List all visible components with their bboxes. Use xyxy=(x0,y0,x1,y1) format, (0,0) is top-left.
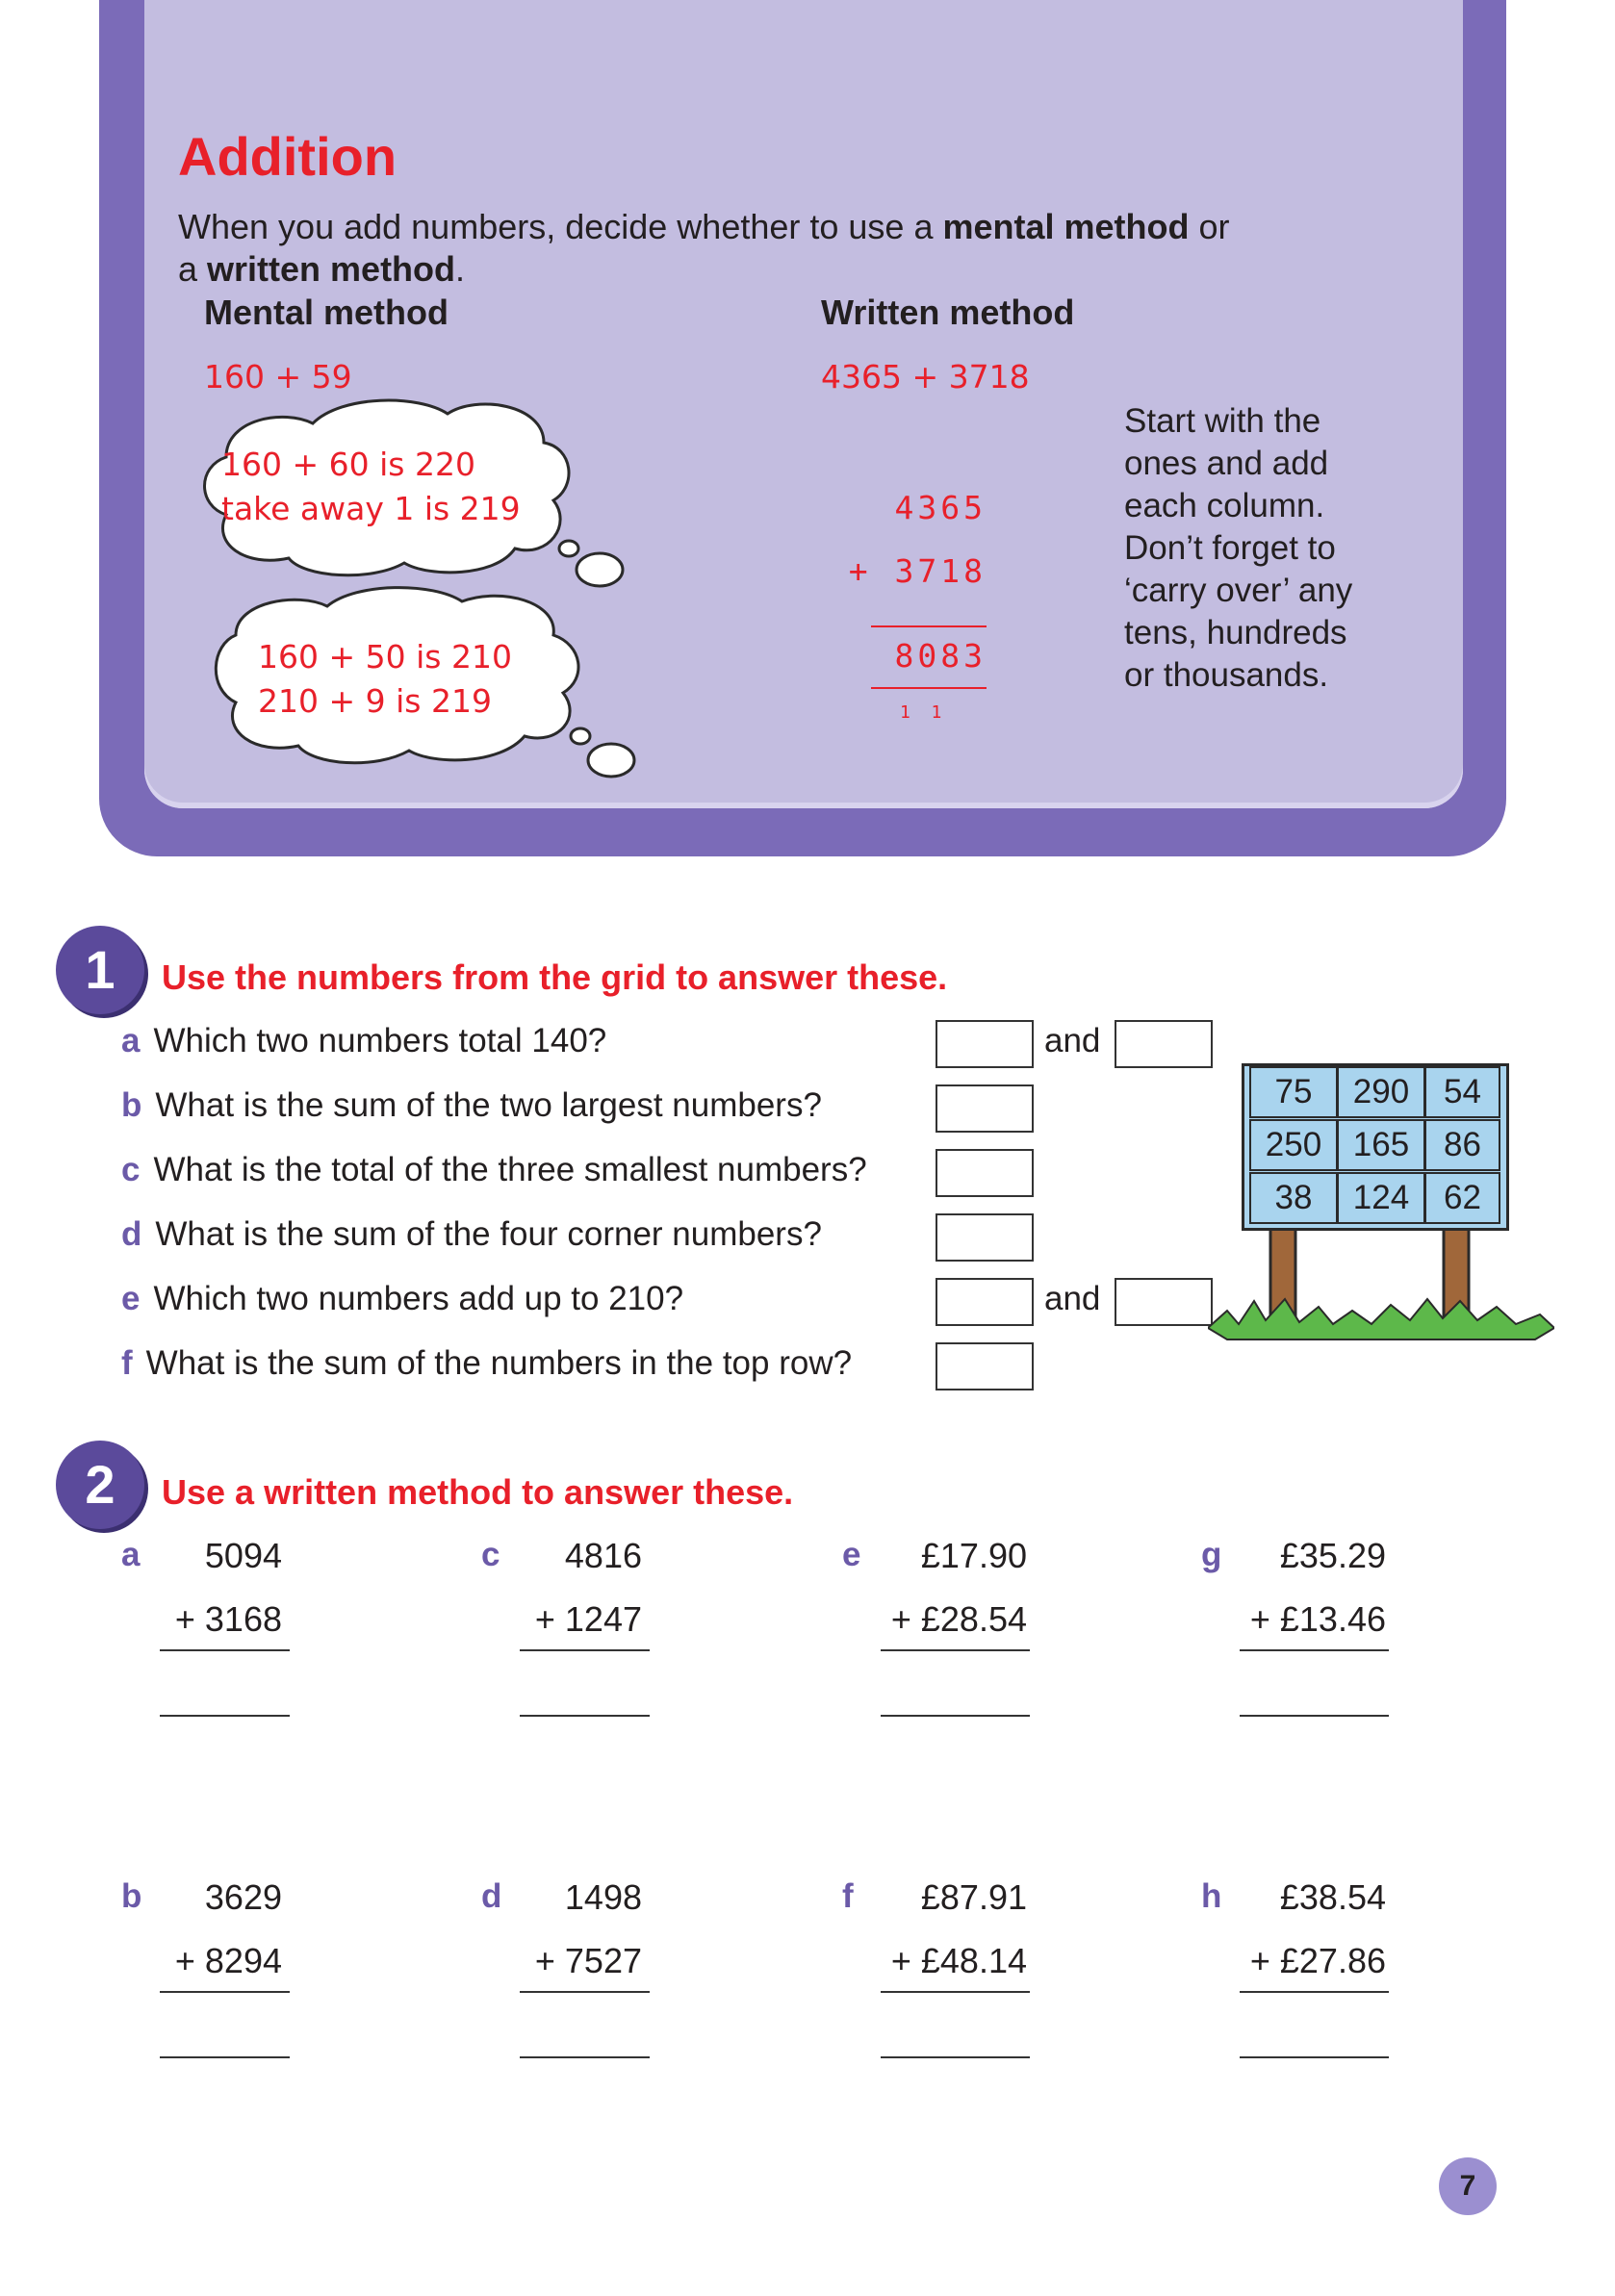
sum-line xyxy=(881,1649,1030,1651)
sum-line xyxy=(1240,1991,1389,1993)
question-1-badge: 1 xyxy=(56,926,144,1014)
and-label-e: and xyxy=(1044,1280,1101,1317)
sum-letter: d xyxy=(481,1877,502,1915)
intro-line1-a: When you add numbers, decide whether to use a xyxy=(178,207,943,246)
grid-cell: 290 xyxy=(1337,1066,1425,1118)
intro-text xyxy=(178,206,1230,291)
answer-line[interactable] xyxy=(520,2056,650,2058)
and-label-a: and xyxy=(1044,1022,1101,1059)
sum-bottom: + 3168 xyxy=(174,1599,282,1639)
sum-letter: e xyxy=(842,1536,861,1573)
q1-letter-e: e xyxy=(121,1280,141,1317)
written-bottom-number: + 3718 xyxy=(848,552,987,590)
answer-box-d[interactable] xyxy=(936,1213,1034,1262)
sum-bottom: + £27.86 xyxy=(1249,1941,1386,1980)
cloud-2-line-2: 210 + 9 is 219 xyxy=(258,682,492,720)
written-line-bottom xyxy=(871,687,987,689)
sum-top: £38.54 xyxy=(1279,1877,1386,1917)
answer-line[interactable] xyxy=(1240,2056,1389,2058)
answer-line[interactable] xyxy=(881,2056,1030,2058)
sum-bottom: + £28.54 xyxy=(890,1599,1027,1639)
sum-letter: h xyxy=(1201,1877,1222,1915)
sum-line xyxy=(520,1991,650,1993)
grid-cell: 165 xyxy=(1337,1119,1425,1171)
answer-line[interactable] xyxy=(160,2056,290,2058)
cloud-1-line-2: take away 1 is 219 xyxy=(221,490,521,527)
question-1-heading: Use the numbers from the grid to answer these. xyxy=(162,957,948,997)
q1-item-d xyxy=(121,1215,822,1254)
q1-letter-c: c xyxy=(121,1151,141,1188)
written-sum: 4365 + 3718 xyxy=(821,358,1030,395)
answer-box-a1[interactable] xyxy=(936,1020,1034,1068)
q1-letter-b: b xyxy=(121,1086,142,1124)
grid-cell: 75 xyxy=(1249,1066,1338,1118)
answer-line[interactable] xyxy=(881,1715,1030,1717)
sum-top: £35.29 xyxy=(1279,1536,1386,1575)
written-method-heading: Written method xyxy=(821,293,1075,332)
cloud-1-text xyxy=(221,443,521,531)
sum-bottom: + 7527 xyxy=(534,1941,642,1980)
sum-line xyxy=(160,1991,290,1993)
cloud-2-text xyxy=(258,635,512,724)
q1-item-e xyxy=(121,1280,683,1318)
sum-bottom: + 1247 xyxy=(534,1599,642,1639)
page-title: Addition xyxy=(178,126,397,187)
answer-line[interactable] xyxy=(160,1715,290,1717)
answer-box-a2[interactable] xyxy=(1115,1020,1213,1068)
tip-line-1: Start with the xyxy=(1124,402,1321,440)
intro-line1-c: or xyxy=(1189,207,1230,246)
answer-box-b[interactable] xyxy=(936,1084,1034,1133)
sum-bottom: + 8294 xyxy=(174,1941,282,1980)
sum-line xyxy=(881,1991,1030,1993)
sum-line xyxy=(160,1649,290,1651)
tip-line-5: ‘carry over’ any xyxy=(1124,572,1353,609)
q1-item-f xyxy=(121,1344,852,1383)
answer-box-f[interactable] xyxy=(936,1342,1034,1390)
written-line-top xyxy=(871,625,987,627)
q1-item-a xyxy=(121,1022,606,1060)
answer-line[interactable] xyxy=(520,1715,650,1717)
q1-item-c xyxy=(121,1151,867,1189)
sum-letter: c xyxy=(481,1536,500,1573)
cloud-1-line-1: 160 + 60 is 220 xyxy=(221,446,475,483)
q1-text-e: Which two numbers add up to 210? xyxy=(153,1280,684,1317)
q1-letter-f: f xyxy=(121,1344,133,1382)
intro-line2-a: a xyxy=(178,249,208,289)
q1-text-f: What is the sum of the numbers in the top row? xyxy=(145,1344,853,1382)
q1-text-d: What is the sum of the four corner numbers? xyxy=(155,1215,822,1253)
q1-text-b: What is the sum of the two largest numbers? xyxy=(155,1086,822,1124)
sum-top: 5094 xyxy=(204,1536,282,1575)
sum-letter: f xyxy=(842,1877,854,1915)
sum-top: £87.91 xyxy=(920,1877,1027,1917)
grid-cell: 62 xyxy=(1424,1172,1500,1224)
intro-mental-term: mental method xyxy=(942,207,1190,246)
page-number: 7 xyxy=(1439,2157,1497,2215)
written-carries: 1 1 xyxy=(900,702,942,723)
q1-item-b xyxy=(121,1086,822,1125)
tip-line-3: each column. xyxy=(1124,487,1325,524)
sum-bottom: + £48.14 xyxy=(890,1941,1027,1980)
tip-line-4: Don’t forget to xyxy=(1124,529,1336,567)
mental-sum: 160 + 59 xyxy=(204,358,352,395)
sum-bottom: + £13.46 xyxy=(1249,1599,1386,1639)
sum-letter: a xyxy=(121,1536,141,1573)
mental-method-heading: Mental method xyxy=(204,293,449,332)
sum-top: 3629 xyxy=(204,1877,282,1917)
written-result: 8083 xyxy=(894,637,987,675)
sum-top: £17.90 xyxy=(920,1536,1027,1575)
q1-text-c: What is the total of the three smallest numbers? xyxy=(153,1151,867,1188)
answer-line[interactable] xyxy=(1240,1715,1389,1717)
sum-line xyxy=(1240,1649,1389,1651)
written-top-number: 4365 xyxy=(894,489,987,526)
answer-box-e1[interactable] xyxy=(936,1278,1034,1326)
question-2-badge: 2 xyxy=(56,1441,144,1529)
question-2-heading: Use a written method to answer these. xyxy=(162,1472,794,1512)
grid-cell: 250 xyxy=(1249,1119,1338,1171)
intro-written-term: written method xyxy=(207,249,456,289)
cloud-2-line-1: 160 + 50 is 210 xyxy=(258,638,512,676)
sum-top: 1498 xyxy=(564,1877,642,1917)
q1-text-a: Which two numbers total 140? xyxy=(153,1022,607,1059)
grid-cell: 124 xyxy=(1337,1172,1425,1224)
grid-cell: 54 xyxy=(1424,1066,1500,1118)
sum-line xyxy=(520,1649,650,1651)
answer-box-c[interactable] xyxy=(936,1149,1034,1197)
tip-line-2: ones and add xyxy=(1124,445,1329,482)
tip-line-7: or thousands. xyxy=(1124,656,1329,694)
intro-line2-c: . xyxy=(455,249,466,289)
sum-letter: g xyxy=(1201,1536,1222,1573)
tip-line-6: tens, hundreds xyxy=(1124,614,1347,651)
grid-cell: 86 xyxy=(1424,1119,1500,1171)
answer-box-e2[interactable] xyxy=(1115,1278,1213,1326)
grid-cell: 38 xyxy=(1249,1172,1338,1224)
written-tip xyxy=(1124,400,1352,697)
sum-top: 4816 xyxy=(564,1536,642,1575)
q1-letter-a: a xyxy=(121,1022,141,1059)
sum-letter: b xyxy=(121,1877,142,1915)
q1-letter-d: d xyxy=(121,1215,142,1253)
